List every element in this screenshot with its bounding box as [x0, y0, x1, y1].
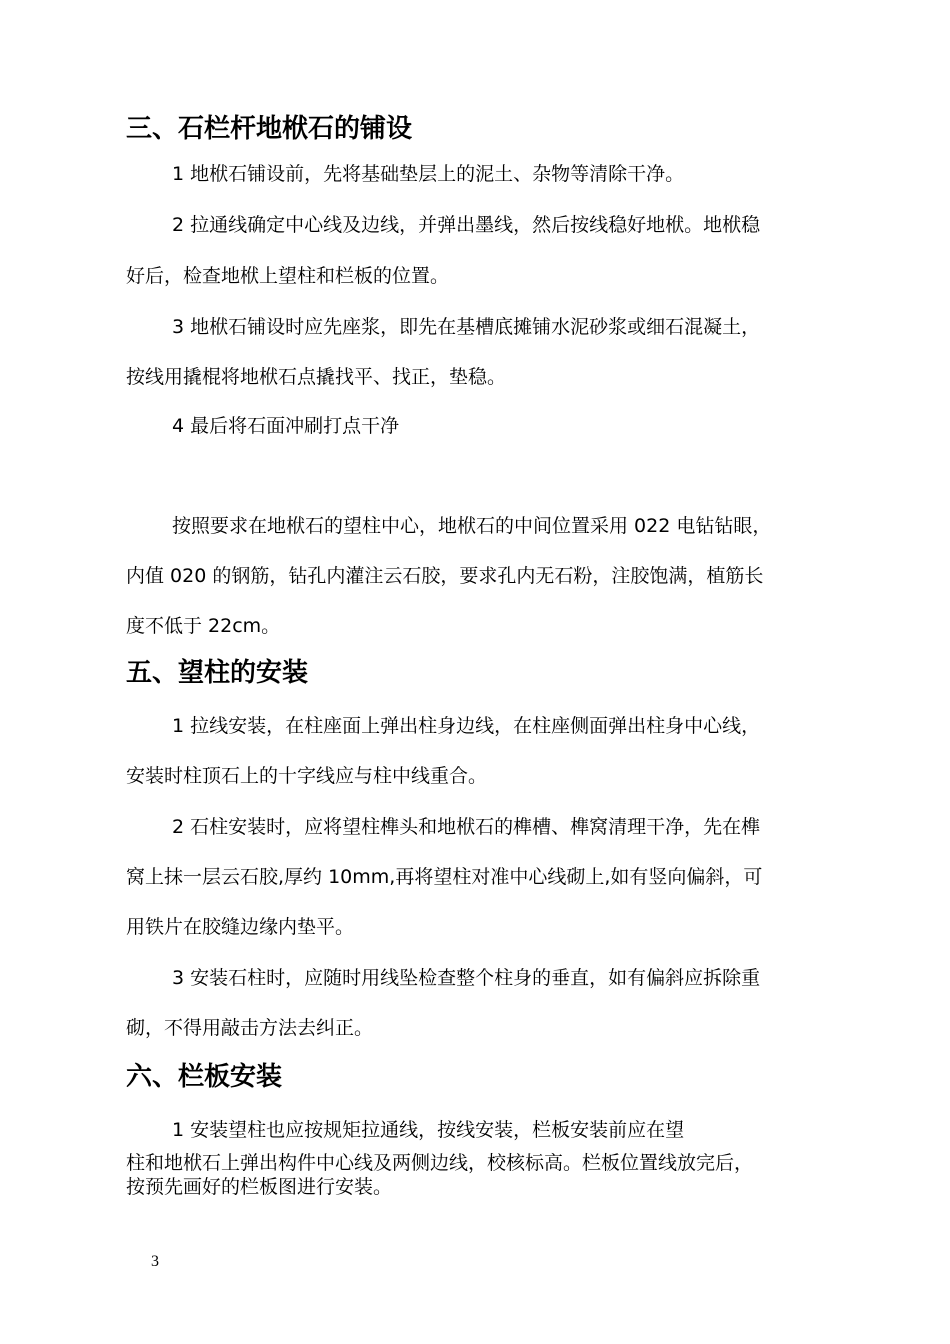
paragraph-line: 1 安装望柱也应按规矩拉通线，按线安装，栏板安装前应在望: [172, 1119, 685, 1141]
paragraph-line: 好后，检查地栿上望柱和栏板的位置。: [126, 265, 450, 287]
paragraph-line: 2 拉通线确定中心线及边线，并弹出墨线，然后按线稳好地栿。地栿稳: [172, 214, 761, 236]
paragraph-line: 窝上抹一层云石胶,厚约 10mm,再将望柱对准中心线砌上,如有竖向偏斜，可: [126, 866, 763, 888]
section-heading-5: 五、望柱的安装: [126, 658, 309, 688]
paragraph-line: 用铁片在胶缝边缘内垫平。: [126, 916, 355, 938]
paragraph-line: 4 最后将石面冲刷打点干净: [172, 415, 400, 437]
page-number: 3: [151, 1253, 159, 1270]
section-heading-3: 三、石栏杆地栿石的铺设: [126, 114, 413, 144]
paragraph-line: 按线用撬棍将地栿石点撬找平、找正，垫稳。: [126, 366, 507, 388]
paragraph-line: 按照要求在地栿石的望柱中心，地栿石的中间位置采用 022 电钻钻眼，: [172, 515, 772, 537]
paragraph-line: 按预先画好的栏板图进行安装。: [126, 1176, 393, 1198]
paragraph-line: 柱和地栿石上弹出构件中心线及两侧边线，校核标高。栏板位置线放完后，: [126, 1152, 754, 1174]
paragraph-line: 砌，不得用敲击方法去纠正。: [126, 1017, 374, 1039]
paragraph-line: 内值 020 的钢筋，钻孔内灌注云石胶，要求孔内无石粉，注胶饱满，植筋长: [126, 565, 764, 587]
paragraph-line: 2 石柱安装时，应将望柱榫头和地栿石的榫槽、榫窝清理干净，先在榫: [172, 816, 761, 838]
paragraph-line: 安装时柱顶石上的十字线应与柱中线重合。: [126, 765, 488, 787]
paragraph-line: 3 地栿石铺设时应先座浆，即先在基槽底摊铺水泥砂浆或细石混凝土，: [172, 316, 761, 338]
paragraph-line: 度不低于 22cm。: [126, 615, 281, 637]
paragraph-line: 1 拉线安装，在柱座面上弹出柱身边线，在柱座侧面弹出柱身中心线，: [172, 715, 761, 737]
paragraph-line: 1 地栿石铺设前，先将基础垫层上的泥土、杂物等清除干净。: [172, 163, 685, 185]
paragraph-line: 3 安装石柱时，应随时用线坠检查整个柱身的垂直，如有偏斜应拆除重: [172, 967, 761, 989]
section-heading-6: 六、栏板安装: [126, 1062, 283, 1092]
